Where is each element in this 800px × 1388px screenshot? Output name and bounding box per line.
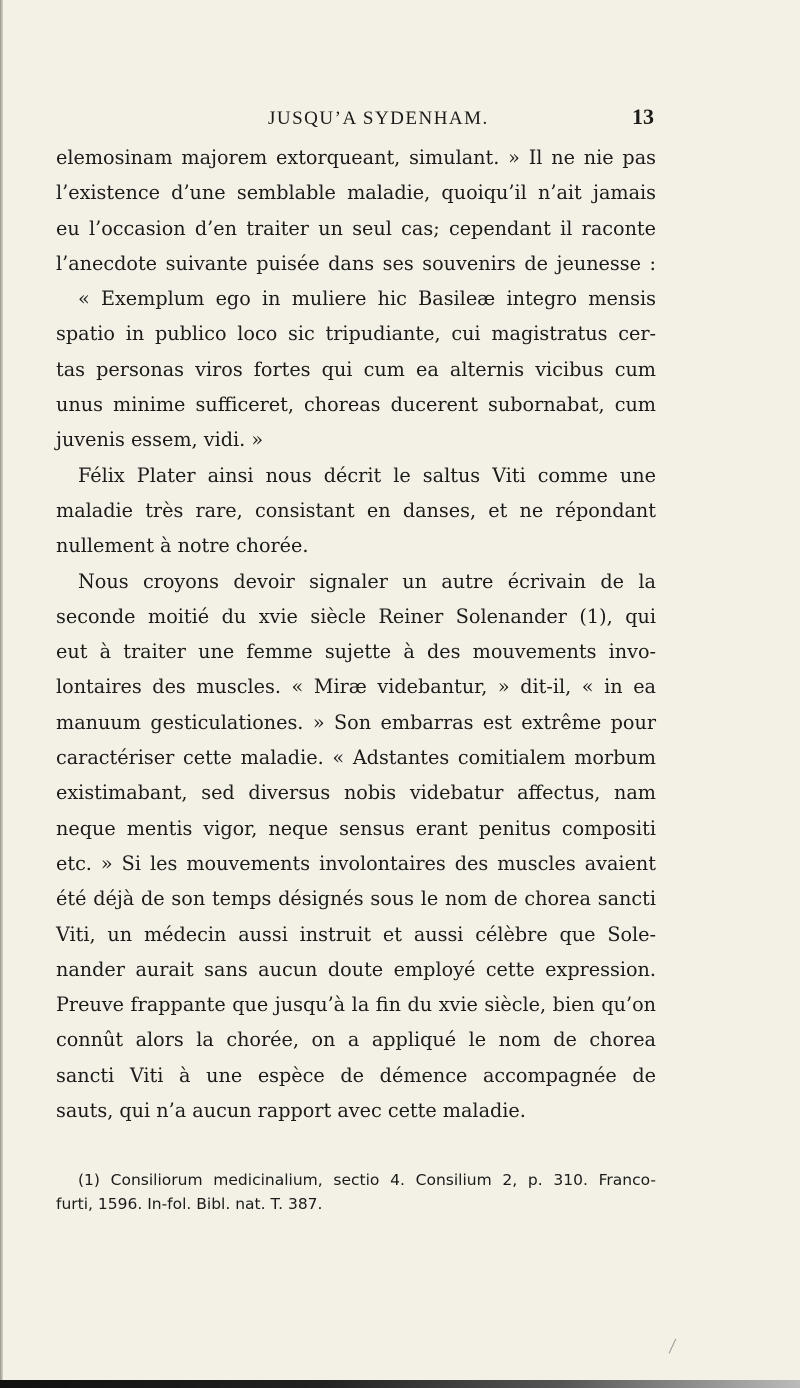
text-line: eu l’occasion d’en traiter un seul cas; cependant il raconte bbox=[56, 216, 656, 240]
page-number: 13 bbox=[632, 104, 654, 129]
text-line: sancti Viti à une espèce de démence accompagnée de bbox=[56, 1063, 656, 1087]
text-line: eut à traiter une femme sujette à des mouvements invo- bbox=[56, 640, 656, 664]
text-line: nander aurait sans aucun doute employé cette expression. bbox=[56, 957, 656, 981]
text-line: l’existence d’une semblable maladie, quoiqu’il n’ait jamais bbox=[56, 181, 656, 205]
page-edge-shadow bbox=[0, 0, 3, 1388]
text-line: Preuve frappante que jusqu’à la fin du xvie siècle, bien qu’on bbox=[56, 993, 656, 1017]
text-line: juvenis essem, vidi. » bbox=[56, 428, 264, 452]
text-line: l’anecdote suivante puisée dans ses souvenirs de jeunesse : bbox=[56, 251, 656, 275]
running-title: JUSQU’A SYDENHAM. bbox=[268, 108, 489, 129]
text-line: Nous croyons devoir signaler un autre écrivain de la bbox=[78, 569, 656, 593]
footnotes bbox=[56, 1168, 656, 1216]
text-line: tas personas viros fortes qui cum ea alternis vicibus cum bbox=[56, 357, 656, 381]
text-line: existimabant, sed diversus nobis videbatur affectus, nam bbox=[56, 781, 656, 805]
text-line: seconde moitié du xvie siècle Reiner Solenander (1), qui bbox=[56, 604, 656, 628]
text-line: sauts, qui n’a aucun rapport avec cette maladie. bbox=[56, 1099, 526, 1123]
text-line: été déjà de son temps désignés sous le nom de chorea sancti bbox=[56, 887, 656, 911]
text-line: lontaires des muscles. « Miræ videbantur, » dit-il, « in ea bbox=[56, 675, 656, 699]
text-line: neque mentis vigor, neque sensus erant penitus compositi bbox=[56, 816, 656, 840]
text-line: spatio in publico loco sic tripudiante, cui magistratus cer- bbox=[56, 322, 656, 346]
text-line: Viti, un médecin aussi instruit et aussi célèbre que Sole- bbox=[56, 922, 656, 946]
running-head bbox=[0, 104, 800, 134]
text-line: connût alors la chorée, on a appliqué le nom de chorea bbox=[56, 1028, 656, 1052]
text-line: nullement à notre chorée. bbox=[56, 534, 309, 558]
text-line: unus minime sufficeret, choreas ducerent subornabat, cum bbox=[56, 393, 656, 417]
text-line: caractériser cette maladie. « Adstantes comitialem morbum bbox=[56, 746, 656, 770]
text-line: manuum gesticulationes. » Son embarras est extrême pour bbox=[56, 710, 656, 734]
body-text bbox=[56, 140, 656, 1128]
text-line: elemosinam majorem extorqueant, simulant. » Il ne nie pas bbox=[56, 146, 656, 169]
text-line: maladie très rare, consistant en danses, et ne répondant bbox=[56, 498, 656, 522]
text-line: Félix Plater ainsi nous décrit le saltus Viti comme une bbox=[78, 463, 656, 487]
text-line: « Exemplum ego in muliere hic Basileæ integro mensis bbox=[78, 287, 656, 311]
page-bottom-edge bbox=[0, 1380, 800, 1388]
footnote-line: (1) Consiliorum medicinalium, sectio 4. Consilium 2, p. 310. Franco- bbox=[78, 1171, 656, 1189]
text-line: etc. » Si les mouvements involontaires des muscles avaient bbox=[56, 851, 656, 875]
footnote-line: furti, 1596. In-fol. Bibl. nat. T. 387. bbox=[56, 1195, 323, 1213]
stray-mark bbox=[669, 1339, 677, 1354]
